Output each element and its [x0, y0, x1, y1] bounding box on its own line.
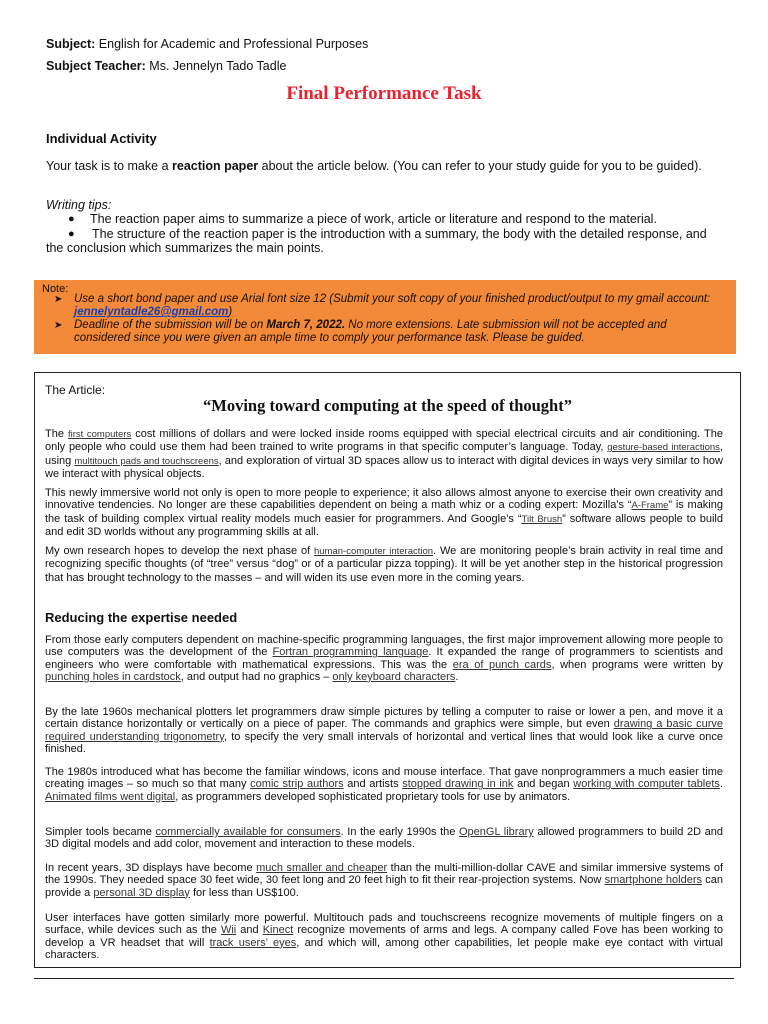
article-paragraph-8 — [45, 862, 723, 899]
p6-text-3: and began — [513, 778, 574, 791]
article-paragraph-7 — [45, 826, 723, 851]
link-animated-films[interactable]: Animated films went digital — [45, 790, 176, 803]
article-paragraph-1 — [45, 428, 723, 480]
note-item-1 — [54, 293, 724, 319]
link-commercially-available[interactable]: commercially available for consumers — [155, 826, 341, 838]
bullet-dot-1: ● — [68, 213, 75, 225]
link-track-users-eyes[interactable]: track users’ eyes — [209, 936, 297, 949]
article-paragraph-3 — [45, 545, 723, 585]
tips-label: Writing tips: — [46, 198, 112, 212]
task-text-post: about the article below. (You can refer to your study guide for you to be guided). — [258, 159, 702, 173]
link-drawing-basic-curve[interactable]: drawing a basic curve required understanding trigonometry — [45, 718, 723, 743]
subject-label: Subject: — [46, 37, 96, 51]
p2-text-1: This newly immersive world not only is open to more people to experience; it also allows almost anyone to exercise their own creativity and innovative tendencies. No longer are these capabilities dependent on being a math whiz or a coding expert: Mozilla’s “ — [45, 487, 723, 512]
link-tilt-brush[interactable]: Tilt Brush — [521, 513, 563, 525]
article-title: “Moving toward computing at the speed of thought” — [203, 396, 572, 415]
article-paragraph-2 — [45, 487, 723, 538]
link-first-computers[interactable]: first computers — [67, 429, 132, 440]
bottom-divider — [34, 978, 734, 979]
p6-text-5: , as programmers developed sophisticated proprietary tools for use by animators. — [175, 790, 571, 803]
p7-text-3: allowed programmers to build 2D and 3D digital models and add color, movement and interaction to these models. — [45, 826, 723, 851]
subject-value: English for Academic and Professional Purposes — [98, 37, 369, 51]
deadline-date: March 7, 2022. — [266, 319, 346, 331]
link-era-of-punch-cards[interactable]: era of punch cards — [452, 658, 552, 671]
p6-text-4: . — [719, 778, 723, 791]
p3-text-1: My own research hopes to develop the next phase of — [45, 545, 314, 557]
link-kinect[interactable]: Kinect — [262, 924, 294, 937]
arrow-bullet-icon: ➤ — [54, 320, 63, 331]
activity-heading: Individual Activity — [46, 131, 157, 146]
link-a-frame[interactable]: A-Frame — [631, 500, 669, 512]
p2-text-3: ” software allows people to build and edit 3D worlds without any programming skills at all. — [45, 512, 723, 538]
note-item-1-text: Use a short bond paper and use Arial font size 12 (Submit your soft copy of your finished product/output to my gmail account: — [74, 293, 711, 305]
p7-text-2: . In the early 1990s the — [340, 826, 459, 838]
p1-text-3: , using — [45, 441, 723, 467]
p8-text-2: than the multi-million-dollar CAVE and similar immersive systems of the 1990s. They needed space 30 feet wide, 30 feet long and 20 feet high to fit their rear-projection systems. Now — [45, 862, 723, 887]
note-item-1-close: ) — [228, 306, 233, 318]
p5-text-2: , to specify the very small intervals of horizontal and vertical lines that would look like a curve once finished. — [45, 730, 724, 755]
p9-text-1: User interfaces have gotten similarly more powerful. Multitouch pads and touchscreens recognize movements of multiple fingers on a surface, while devices such as the — [45, 912, 723, 937]
p3-text-2: . We are monitoring people’s brain activity in real time and recognizing specific thoughts (of “tree” versus “dog” or of a particular pizza topping). It will be yet another step in the historical progression that has brought technology to the masses – and will widen its use even more in the coming years. — [45, 545, 723, 584]
note-item-2-post: No more extensions. Late submission will not be accepted and considered since you were given an ample time to comply your performance task. Please be guided. — [74, 319, 667, 344]
article-paragraph-6 — [45, 766, 723, 803]
note-item-2 — [54, 319, 724, 345]
p4-text-1: From those early computers dependent on machine-specific programming languages, the first major improvement allowing more people to use computers was the development of the — [45, 634, 723, 659]
p5-text-1: By the late 1960s mechanical plotters let programmers draw simple pictures by telling a computer to raise or lower a pen, and move it a certain distance horizontally or vertically on a piece of paper. The commands and graphics were simple, but even — [45, 706, 723, 731]
p1-text-1: The — [45, 428, 68, 440]
p8-text-3: can provide a — [45, 874, 723, 899]
page-title: Final Performance Task — [286, 83, 482, 104]
email-link[interactable]: jennelyntadle26@gmail.com — [74, 306, 229, 318]
link-keyboard-characters[interactable]: only keyboard characters — [332, 670, 456, 683]
p9-text-4: , and which will, among other capabilities, let people make eye contact with virtual characters. — [45, 936, 723, 961]
link-smaller-cheaper[interactable]: much smaller and cheaper — [256, 862, 388, 874]
p7-text-1: Simpler tools became — [45, 826, 156, 838]
p4-text-3: , when programs were written by — [551, 658, 723, 671]
note-box — [34, 280, 736, 354]
p4-text-4: , and output had no graphics – — [180, 670, 333, 683]
link-computer-tablets[interactable]: working with computer tablets — [573, 778, 720, 791]
p8-text-1: In recent years, 3D displays have become — [45, 862, 257, 874]
p9-text-3: recognize movements of arms and legs. A company called Fove has been working to develop a VR headset that will — [45, 924, 723, 949]
link-gesture-based-interactions[interactable]: gesture-based interactions — [607, 442, 720, 454]
link-opengl-library[interactable]: OpenGL library — [458, 826, 534, 838]
link-human-computer-interaction[interactable]: human-computer interaction — [313, 546, 434, 557]
article-subheading: Reducing the expertise needed — [45, 610, 238, 625]
p8-text-4: for less than US$100. — [189, 886, 299, 899]
p1-text-4: , and exploration of virtual 3D spaces allow us to interact with digital devices in ways very similar to how we interact with physical objects. — [45, 454, 723, 480]
note-label: Note: — [42, 283, 69, 295]
p1-text-2: cost millions of dollars and were locked inside rooms equipped with special electrical circuits and air conditioning. The only people who could use them had been trained to write programs in that specific computer’s language. Today, — [45, 428, 724, 454]
link-wii[interactable]: Wii — [220, 924, 237, 937]
link-smartphone-holders[interactable]: smartphone holders — [604, 874, 703, 887]
article-box — [34, 372, 741, 968]
link-fortran[interactable]: Fortran programming language — [272, 646, 429, 659]
article-paragraph-4 — [45, 634, 723, 683]
link-multitouch-pads[interactable]: multitouch pads and touchscreens — [74, 455, 219, 467]
article-paragraph-5 — [45, 706, 723, 755]
p9-text-2: and — [236, 924, 263, 937]
note-item-2-pre: Deadline of the submission will be on — [74, 319, 267, 331]
p6-text-1: The 1980s introduced what has become the familiar windows, icons and mouse interface. That gave nonprogrammers a much easier time creating images – so much so that many — [45, 766, 723, 791]
teacher-line — [46, 59, 286, 73]
subject-line — [46, 37, 368, 51]
article-paragraph-9 — [45, 912, 723, 961]
task-text-pre: Your task is to make a — [46, 159, 172, 173]
task-text-bold: reaction paper — [172, 159, 259, 173]
tip-1: The reaction paper aims to summarize a piece of work, article or literature and respond to the material. — [90, 212, 657, 226]
task-paragraph — [46, 159, 718, 174]
article-label: The Article: — [45, 383, 106, 397]
p2-text-2: ” is making the task of building complex virtual reality models much easier for programmers. And Google’s “ — [45, 499, 723, 525]
link-stopped-drawing-in-ink[interactable]: stopped drawing in ink — [402, 778, 514, 791]
p6-text-2: and artists — [343, 778, 403, 791]
tip-2: The structure of the reaction paper is the introduction with a summary, the body with the detailed response, and the conclusion which summarizes the main points. — [46, 227, 707, 255]
teacher-value: Ms. Jennelyn Tado Tadle — [149, 59, 287, 73]
p4-text-5: . — [455, 670, 459, 683]
link-personal-3d-display[interactable]: personal 3D display — [93, 886, 190, 899]
teacher-label: Subject Teacher: — [46, 59, 146, 73]
bullet-dot-2: ● — [68, 228, 75, 240]
link-punching-holes[interactable]: punching holes in cardstock — [45, 670, 181, 683]
p4-text-2: . It expanded the range of programmers to scientists and engineers who were comfortable with mathematical expressions. This was the — [45, 646, 724, 671]
arrow-bullet-icon: ➤ — [54, 294, 63, 305]
link-comic-strip-authors[interactable]: comic strip authors — [250, 778, 344, 791]
